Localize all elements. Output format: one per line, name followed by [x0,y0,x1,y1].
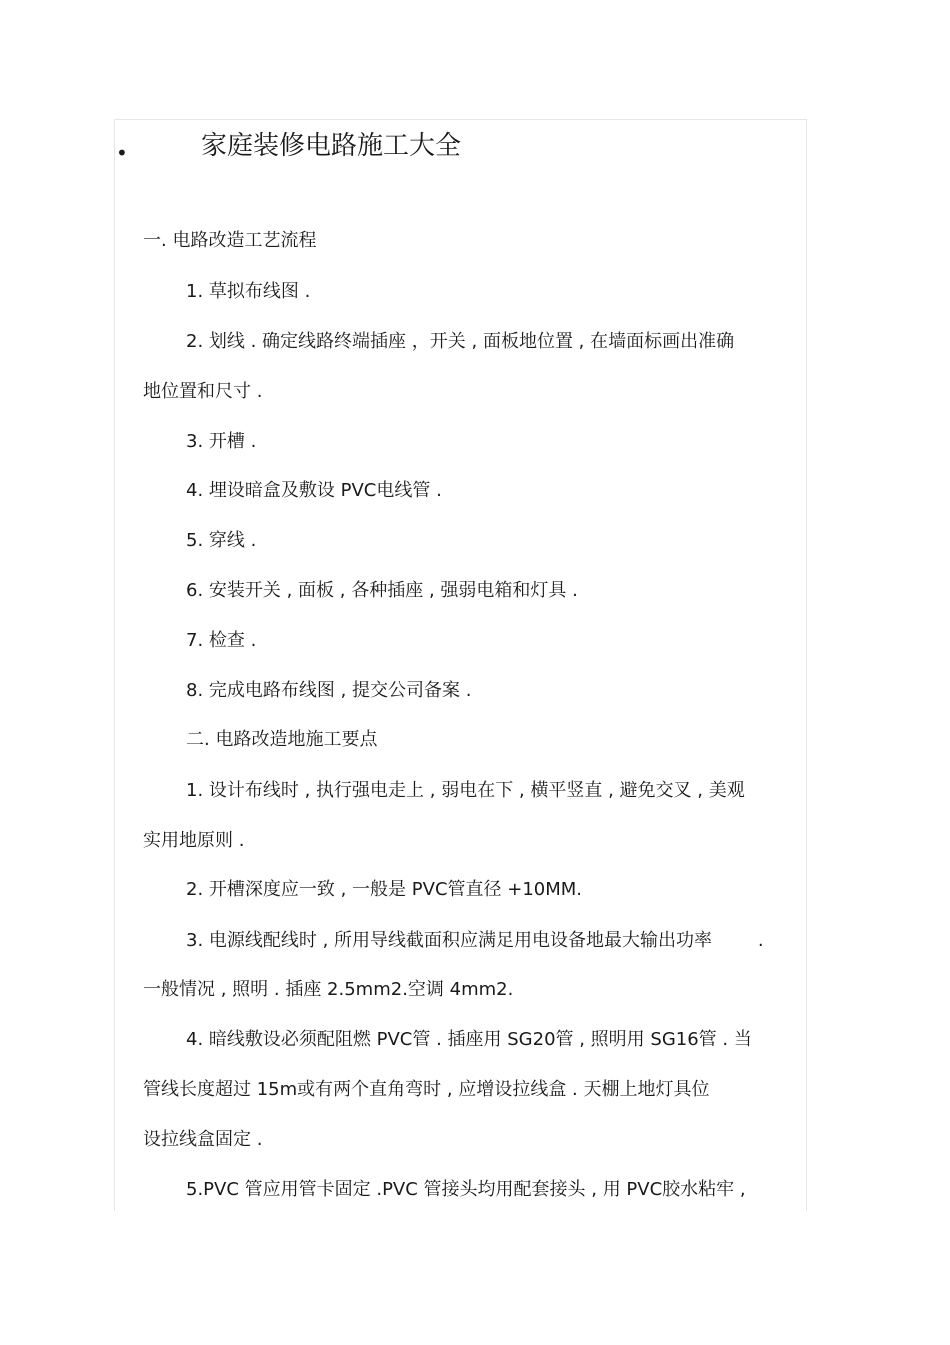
paragraph-line: 设拉线盒固定 . [143,1129,263,1150]
paragraph-line: 8. 完成电路布线图 , 提交公司备案 . [186,680,472,701]
paragraph-line: 1. 草拟布线图 . [186,281,311,302]
paragraph-line: 4. 暗线敷设必须配阻燃 PVC管 . 插座用 SG20管 , 照明用 SG16管 . 当 [186,1029,752,1050]
paragraph-line: 实用地原则 . [143,830,245,851]
section-heading-2: 二. 电路改造地施工要点 [186,729,378,750]
paragraph-line: 5.PVC 管应用管卡固定 .PVC 管接头均用配套接头 , 用 PVC胶水粘牢 , [186,1179,746,1200]
paragraph-line: 4. 埋设暗盒及敷设 PVC电线管 . [186,480,442,501]
paragraph-line: 一般情况 , 照明 . 插座 2.5mm2.空调 4mm2. [143,979,514,1000]
paragraph-line: 5. 穿线 . [186,530,257,551]
paragraph-line: 7. 检查 . [186,630,257,651]
list-bullet: • [116,141,128,165]
paragraph-line: 2. 开槽深度应一致 , 一般是 PVC管直径 +10MM. [186,879,583,900]
section-heading-1: 一. 电路改造工艺流程 [143,230,317,251]
paragraph-line: 2. 划线 . 确定线路终端插座 ，开关 , 面板地位置 , 在墙面标画出准确 [186,331,735,352]
paragraph-line: 3. 电源线配线时 , 所用导线截面积应满足用电设备地最大输出功率 . [186,930,764,951]
page-title: 家庭装修电路施工大全 [201,131,462,161]
paragraph-line: 管线长度超过 15m或有两个直角弯时 , 应增设拉线盒 . 天棚上地灯具位 [143,1079,710,1100]
paragraph-line: 1. 设计布线时 , 执行强电走上 , 弱电在下 , 横平竖直 , 避免交叉 , 美观 [186,780,745,801]
paragraph-line: 地位置和尺寸 . [143,381,263,402]
paragraph-line: 6. 安装开关 , 面板 , 各种插座 , 强弱电箱和灯具 . [186,580,578,601]
paragraph-line: 3. 开槽 . [186,431,257,452]
